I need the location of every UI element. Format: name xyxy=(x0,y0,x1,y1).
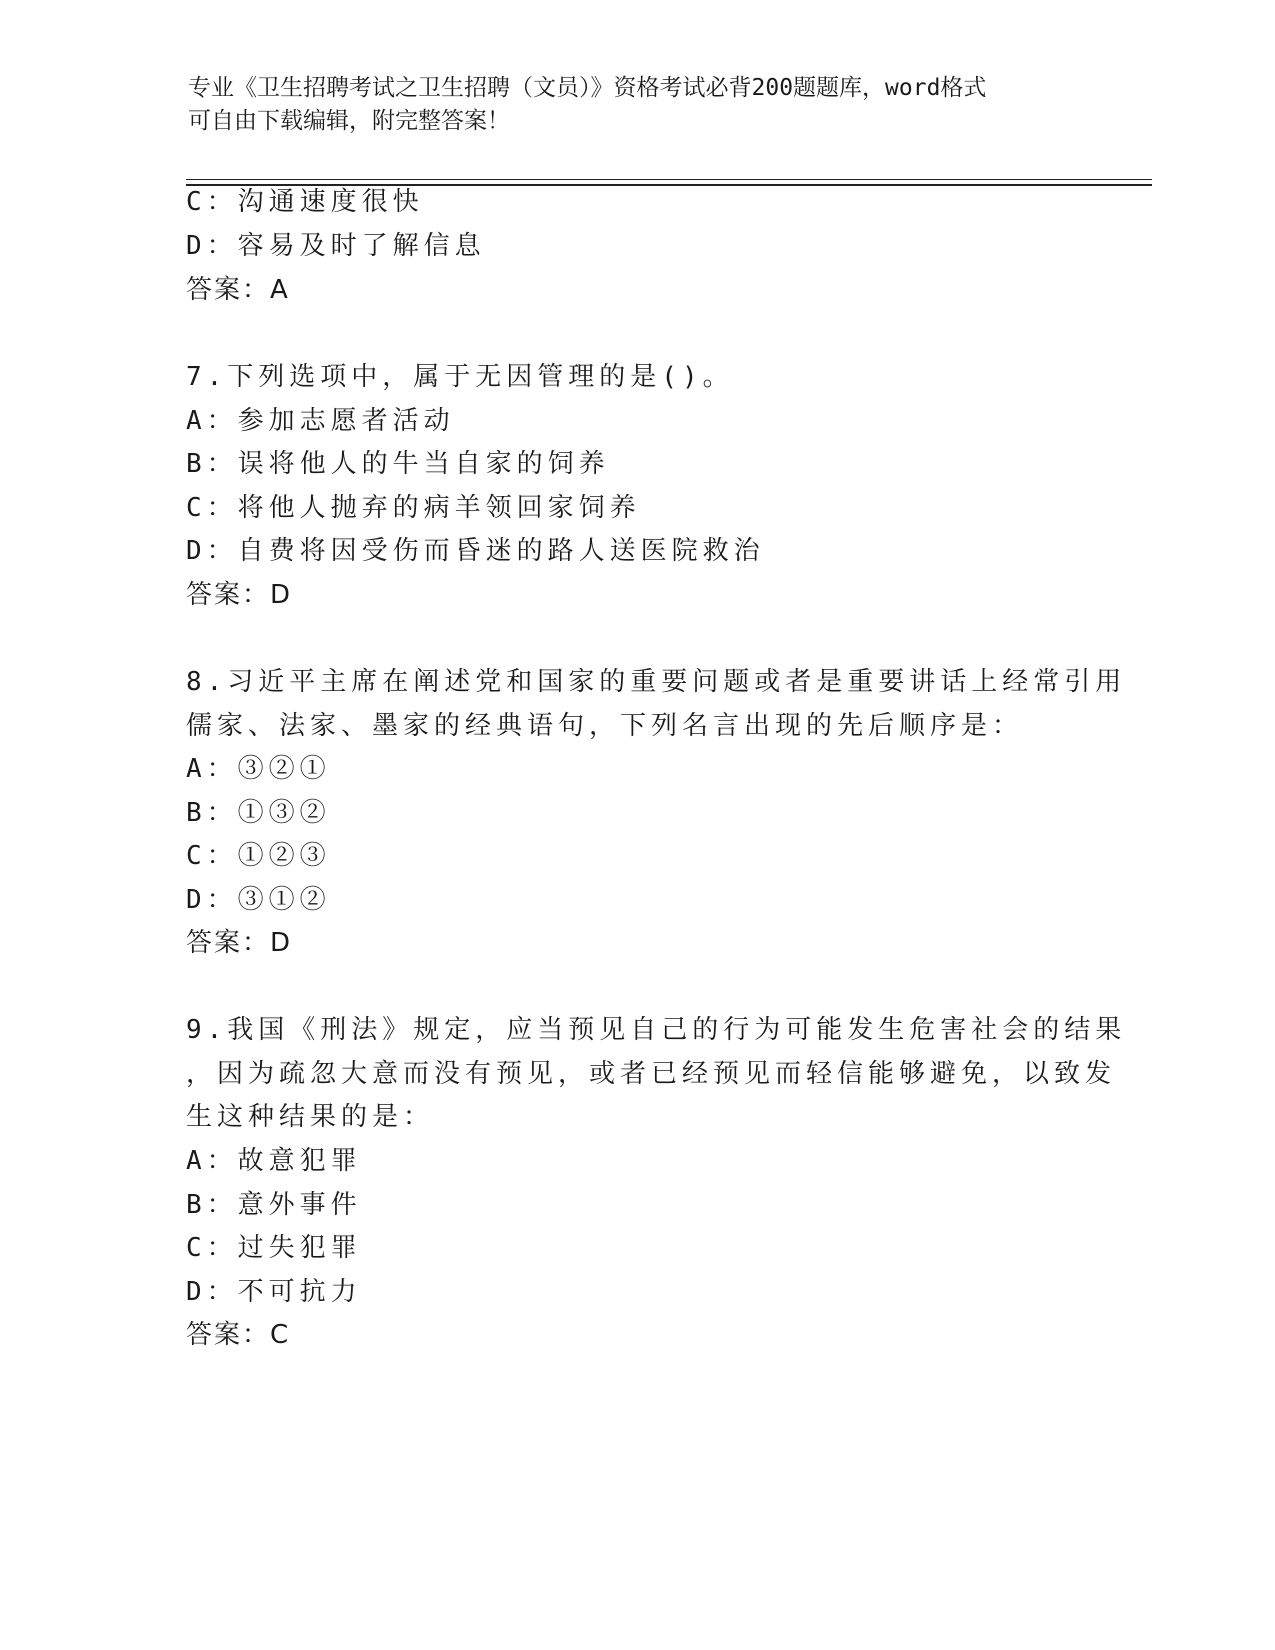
q9-answer: 答案：C xyxy=(186,1320,291,1350)
q7-option-c: C：将他人抛弃的病羊领回家饲养 xyxy=(186,493,641,523)
q8-option-b: B：①③② xyxy=(186,798,331,828)
q6-option-c: C：沟通速度很快 xyxy=(186,187,424,217)
q9-option-b: B：意外事件 xyxy=(186,1190,362,1220)
q9-stem-line1: 9.我国《刑法》规定，应当预见自己的行为可能发生危害社会的结果 xyxy=(186,1015,1127,1045)
q9-stem-line2: ，因为疏忽大意而没有预见，或者已经预见而轻信能够避免，以致发 xyxy=(186,1059,1117,1089)
q8-option-a: A：③②① xyxy=(186,754,331,784)
q7-answer: 答案：D xyxy=(186,580,293,610)
header-rule-thin xyxy=(186,179,1152,180)
header-title-line1: 专业《卫生招聘考试之卫生招聘（文员）》资格考试必背200题题库，word格式 xyxy=(188,75,987,101)
q9-option-c: C：过失犯罪 xyxy=(186,1233,362,1263)
q9-stem-line3: 生这种结果的是： xyxy=(186,1102,435,1132)
q6-answer: 答案：A xyxy=(186,275,290,305)
q7-option-b: B：误将他人的牛当自家的饲养 xyxy=(186,449,610,479)
q6-option-d: D：容易及时了解信息 xyxy=(186,231,486,261)
q7-option-a: A：参加志愿者活动 xyxy=(186,406,455,436)
header-title-line2: 可自由下载编辑，附完整答案！ xyxy=(188,108,510,134)
q7-stem: 7.下列选项中，属于无因管理的是()。 xyxy=(186,362,734,392)
q8-option-c: C：①②③ xyxy=(186,841,331,871)
q8-stem-line2: 儒家、法家、墨家的经典语句，下列名言出现的先后顺序是： xyxy=(186,711,1024,741)
q8-stem-line1: 8.习近平主席在阐述党和国家的重要问题或者是重要讲话上经常引用 xyxy=(186,667,1127,697)
q9-option-a: A：故意犯罪 xyxy=(186,1146,362,1176)
q9-option-d: D：不可抗力 xyxy=(186,1277,362,1307)
q8-answer: 答案：D xyxy=(186,928,293,958)
document-header xyxy=(188,72,1068,138)
q7-option-d: D：自费将因受伤而昏迷的路人送医院救治 xyxy=(186,536,765,566)
q8-option-d: D：③①② xyxy=(186,885,331,915)
